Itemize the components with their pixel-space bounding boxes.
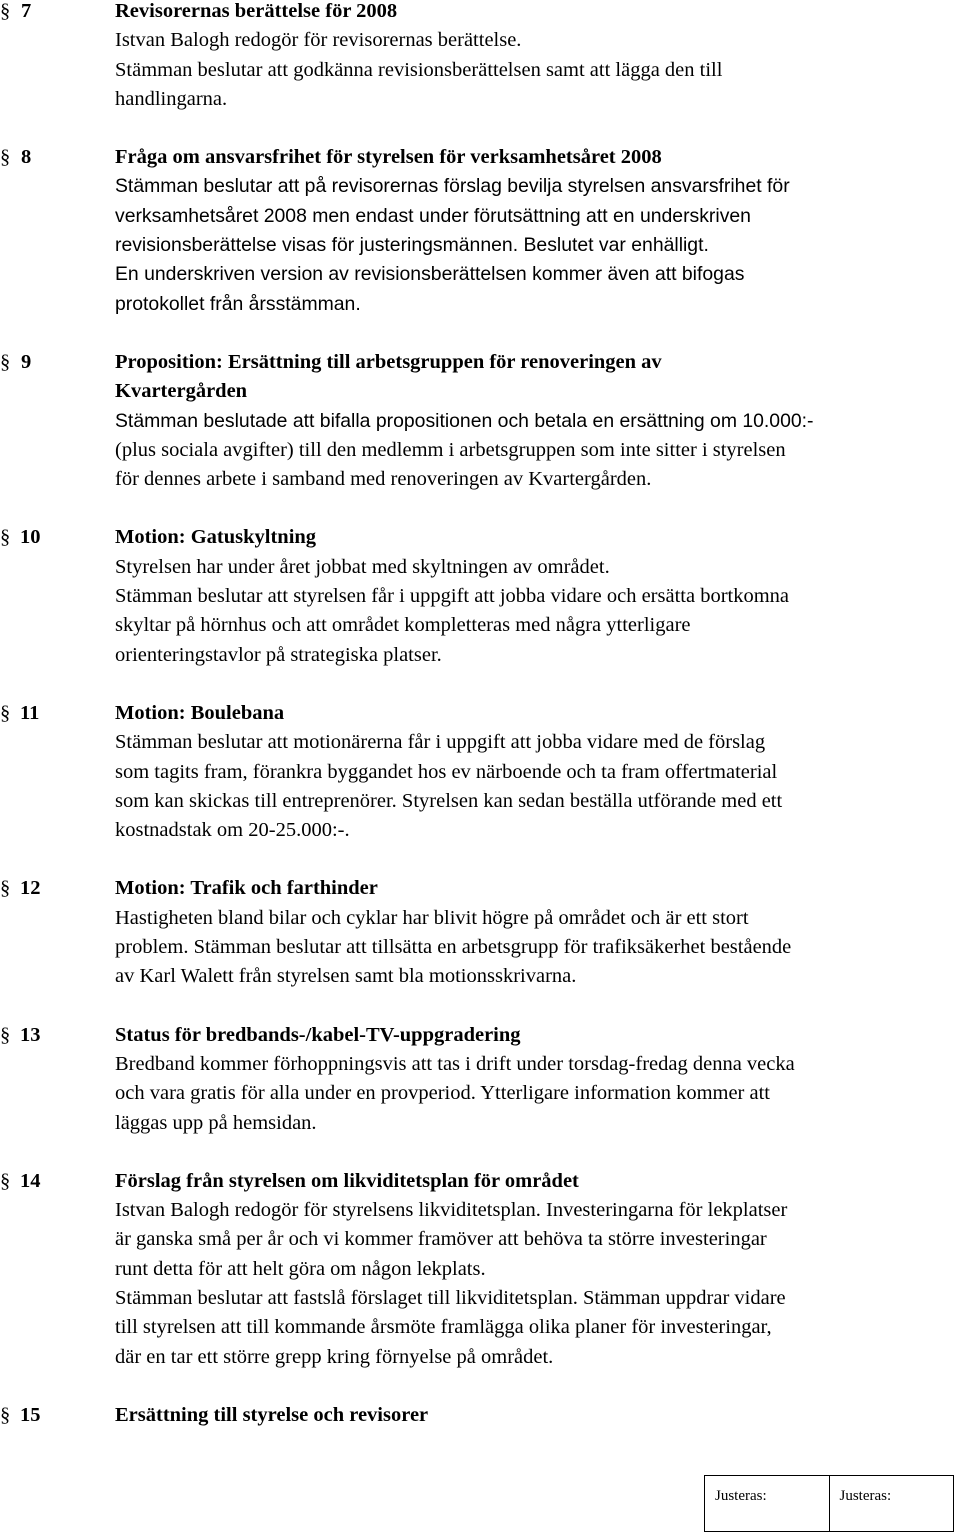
item-text-line: Stämman beslutade att bifalla propositionen och betala en ersättning om 10.000:- — [115, 409, 814, 432]
item-text-line: Istvan Balogh redogör för styrelsens likviditetsplan. Investeringarna för lekplatser — [115, 1199, 788, 1222]
item-text-line: Stämman beslutar att på revisorernas förslag bevilja styrelsen ansvarsfrihet för — [115, 175, 790, 198]
item-text-line: skyltar på hörnhus och att området kompletteras med några ytterligare — [115, 614, 691, 637]
item-body — [115, 172, 952, 318]
item-title: Proposition: Ersättning till arbetsgruppen för renoveringen av — [115, 350, 662, 373]
spacer — [0, 114, 960, 143]
item-text-line: som kan skickas till entreprenörer. Styrelsen kan sedan beställa utförande med ett — [115, 789, 783, 812]
item-text-line: Styrelsen har under året jobbat med skyltningen av området. — [115, 555, 610, 578]
item-title: Fråga om ansvarsfrihet för styrelsen för verksamhetsåret 2008 — [115, 146, 662, 169]
item-text-line: orienteringstavlor på strategiska platser. — [115, 643, 442, 666]
agenda-item-13 — [0, 1021, 960, 1138]
item-title: Motion: Gatuskyltning — [115, 526, 317, 549]
spacer — [0, 845, 960, 874]
item-text-line: runt detta för att helt göra om någon lekplats. — [115, 1257, 486, 1280]
item-title: Status för bredbands-/kabel-TV-uppgradering — [115, 1023, 521, 1046]
item-title: Motion: Trafik och farthinder — [115, 877, 378, 900]
item-text-line: och vara gratis för alla under en provperiod. Ytterligare information kommer att — [115, 1082, 770, 1105]
item-text-line: handlingarna. — [115, 87, 228, 110]
spacer — [0, 1138, 960, 1167]
item-text-line: av Karl Walett från styrelsen samt bla motionsskrivarna. — [115, 965, 577, 988]
item-text-line: Stämman beslutar att fastslå förslaget till likviditetsplan. Stämman uppdrar vidare — [115, 1286, 786, 1309]
agenda-item-14 — [0, 1167, 960, 1372]
item-title: Motion: Boulebana — [115, 701, 285, 724]
section-symbol: § — [0, 877, 11, 900]
justeras-label: Justeras: — [839, 1488, 892, 1504]
agenda-item-15 — [0, 1401, 960, 1430]
item-text-line: Stämman beslutar att godkänna revisionsberättelsen samt att lägga den till — [115, 58, 723, 81]
section-symbol: § — [0, 146, 11, 169]
item-text-line: Istvan Balogh redogör för revisorernas berättelse. — [115, 29, 522, 52]
item-number: 7 — [21, 0, 32, 22]
item-number: 9 — [21, 350, 32, 373]
item-text-line: (plus sociala avgifter) till den medlemm i arbetsgruppen som inte sitter i styrelsen — [115, 438, 786, 461]
section-symbol: § — [0, 526, 11, 549]
item-text-line: Hastigheten bland bilar och cyklar har blivit högre på området och är ett stort — [115, 906, 749, 929]
justeras-cell-2 — [829, 1476, 954, 1531]
item-number: 14 — [20, 1169, 41, 1192]
item-number: 12 — [20, 877, 41, 900]
item-text-line: läggas upp på hemsidan. — [115, 1111, 317, 1134]
spacer — [0, 670, 960, 699]
item-body — [115, 407, 952, 436]
section-symbol: § — [0, 1169, 11, 1192]
item-text-line: Stämman beslutar att styrelsen får i uppgift att jobba vidare och ersätta bortkomna — [115, 585, 790, 608]
item-title: Ersättning till styrelse och revisorer — [115, 1403, 429, 1426]
item-number: 15 — [20, 1403, 41, 1426]
justeras-label: Justeras: — [715, 1488, 767, 1504]
item-number: 13 — [20, 1023, 41, 1046]
spacer — [0, 1372, 960, 1401]
item-text-line: revisionsberättelse visas för justeringsmännen. Beslutet var enhälligt. — [115, 234, 709, 257]
section-symbol: § — [0, 0, 11, 22]
item-text-line: som tagits fram, förankra byggandet hos ev närboende och ta fram offertmaterial — [115, 760, 778, 783]
item-text-line: protokollet från årsstämman. — [115, 292, 361, 315]
item-text-line: Bredband kommer förhoppningsvis att tas i drift under torsdag-fredag denna vecka — [115, 1052, 795, 1075]
section-symbol: § — [0, 701, 11, 724]
spacer — [0, 494, 960, 523]
item-number: 10 — [20, 526, 41, 549]
item-text-line: är ganska små per år och vi kommer framöver att behöva ta större investeringar — [115, 1228, 767, 1251]
item-title: Förslag från styrelsen om likviditetsplan för området — [115, 1169, 579, 1192]
justeras-cell-1 — [705, 1476, 829, 1531]
item-text-line: för dennes arbete i samband med renoveringen av Kvartergården. — [115, 468, 652, 491]
agenda-item-12 — [0, 874, 960, 991]
spacer — [0, 992, 960, 1021]
item-title: Revisorernas berättelse för 2008 — [115, 0, 398, 22]
agenda-item-8 — [0, 143, 960, 319]
item-text-line: där en tar ett större grepp kring förnyelse på området. — [115, 1345, 554, 1368]
item-text-line: En underskriven version av revisionsberättelsen kommer även att bifogas — [115, 263, 745, 286]
justeras-box — [704, 1475, 954, 1532]
section-symbol: § — [0, 350, 11, 373]
item-title-continued: Kvartergården — [115, 380, 248, 403]
item-number: 8 — [21, 146, 32, 169]
item-text-line: till styrelsen att till kommande årsmöte framlägga olika planer för investeringar, — [115, 1316, 772, 1339]
agenda-item-7 — [0, 0, 960, 114]
section-symbol: § — [0, 1403, 11, 1426]
item-number: 11 — [20, 701, 40, 724]
item-text-line: Stämman beslutar att motionärerna får i uppgift att jobba vidare med de förslag — [115, 731, 766, 754]
item-text-line: problem. Stämman beslutar att tillsätta en arbetsgrupp för trafiksäkerhet bestående — [115, 936, 792, 959]
agenda-item-11 — [0, 699, 960, 845]
item-text-line: verksamhetsåret 2008 men endast under förutsättning att en underskriven — [115, 204, 751, 227]
spacer — [0, 319, 960, 348]
section-symbol: § — [0, 1023, 11, 1046]
agenda-item-10 — [0, 523, 960, 669]
item-text-line: kostnadstak om 20-25.000:-. — [115, 819, 350, 842]
agenda-item-9 — [0, 348, 960, 494]
